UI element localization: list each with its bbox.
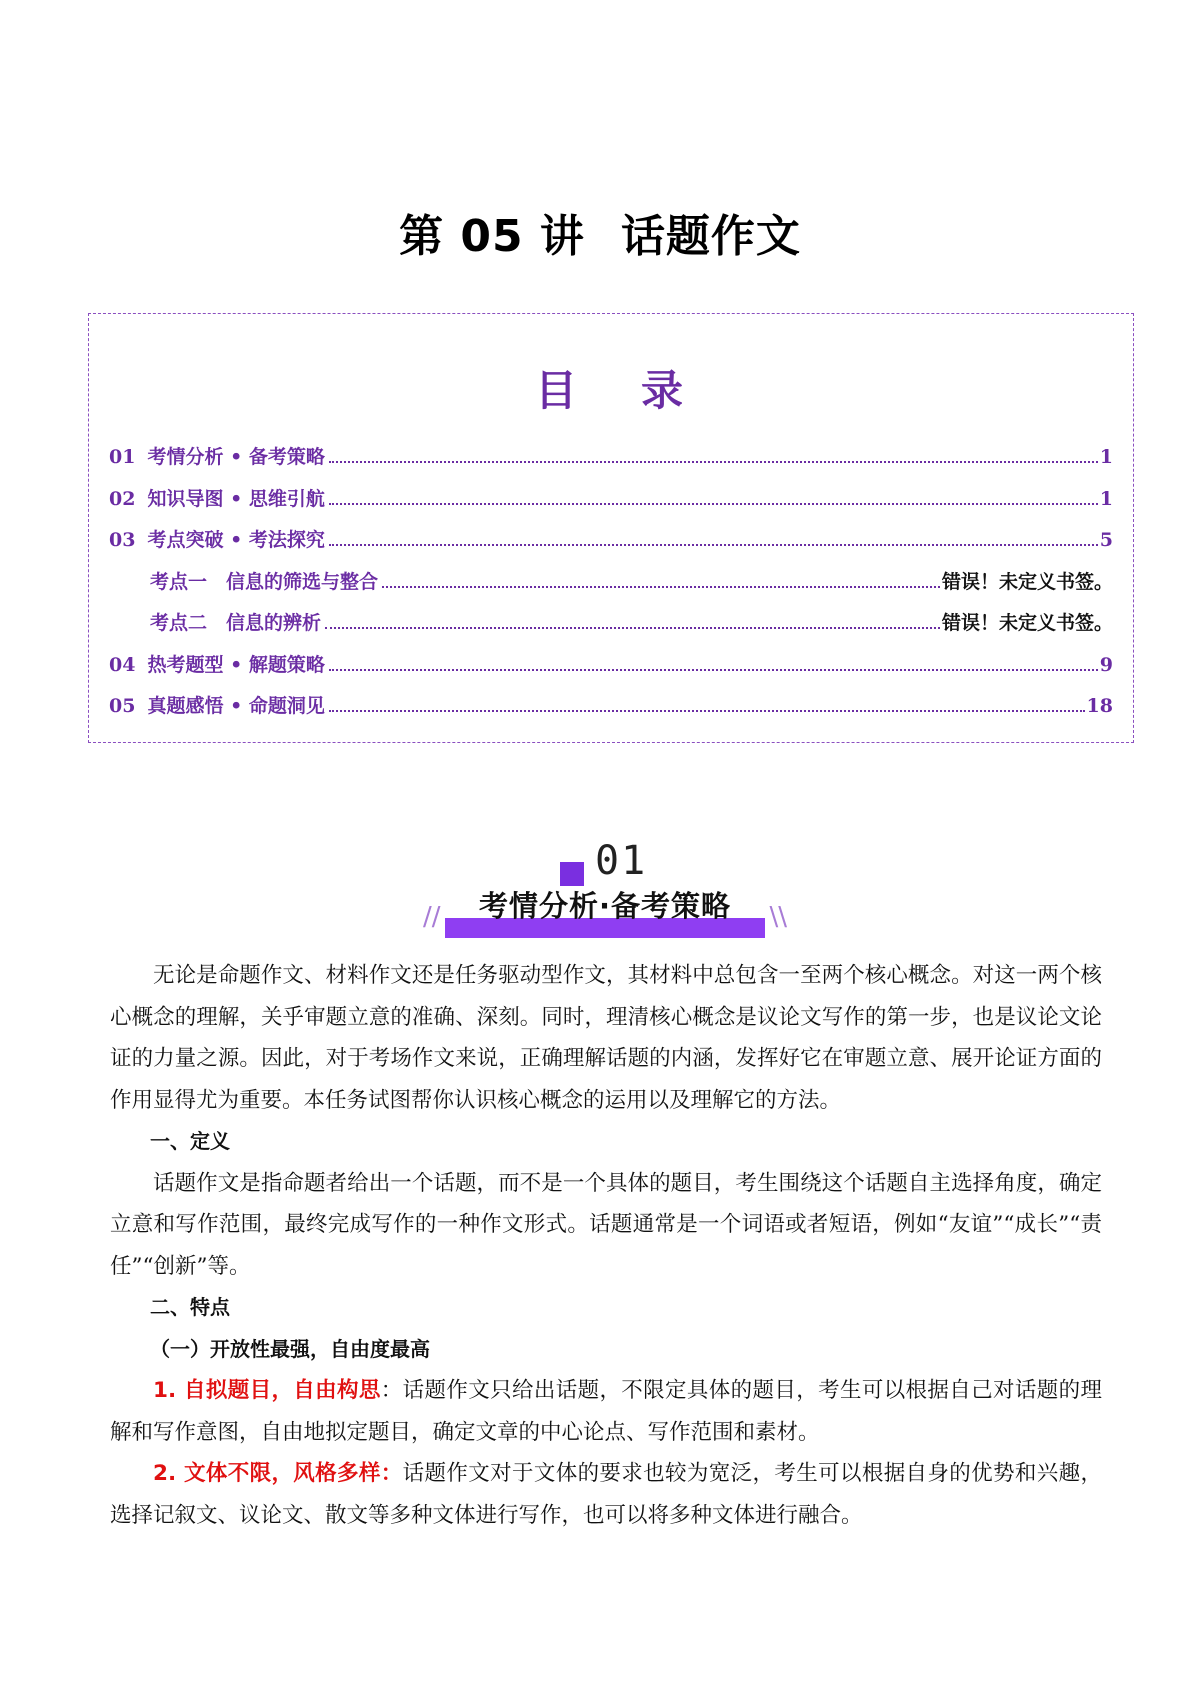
toc-entry-05[interactable]: 05 真题感悟 • 命题洞见 18 [109,691,1113,733]
toc-page-number: 1 [1099,446,1113,468]
feature-2-emphasis: 2. 文体不限，风格多样： [153,1461,403,1486]
toc-entry-01[interactable]: 01 考情分析 • 备考策略 1 [109,442,1113,484]
dot-leader [329,710,1085,712]
section-badge [425,838,785,948]
toc-subentry-1[interactable] [109,567,1113,609]
toc-heading: 目 录 [534,366,688,415]
toc-entry-label: 考点一 信息的筛选与整合 [150,570,379,593]
toc-page-number: 5 [1099,529,1113,551]
dot-leader [325,627,940,629]
toc-entry-label: 考点突破 • 考法探究 [147,529,325,551]
section-title: 考情分析·备考策略 [478,889,732,923]
feature-1-text: ：话题作文只给出话题，不限定具体的题目，考生可以根据自己对话题的理解和写作意图，自由地拟定题目，确定文章的中心论点、写作范围和素材。 [110,1378,1102,1445]
body-text [110,955,1102,1536]
toc-entry-label: 知识导图 • 思维引航 [147,487,325,510]
lecture-number: 第 05 讲 [399,211,585,262]
definition-paragraph: 话题作文是指命题者给出一个话题，而不是一个具体的题目，考生围绕这个话题自主选择角度，确定立意和写作范围，最终完成写作的一种作文形式。话题通常是一个词语或者短语，例如“友谊”“成长”“责任”“创新”等。 [110,1170,1102,1279]
section-number: 01 [595,838,648,884]
feature-paragraph-1 [110,1370,1102,1453]
toc-entry-04[interactable]: 04 热考题型 • 解题策略 9 [109,650,1113,692]
dot-leader [329,544,1098,546]
dot-leader [382,586,940,588]
toc-entry-02[interactable]: 02 知识导图 • 思维引航 1 [109,484,1113,526]
toc-page-number: 1 [1099,487,1113,510]
toc-page-error: 错误！未定义书签。 [941,570,1113,593]
document-title [0,200,1200,264]
badge-square-decoration [560,862,584,886]
subheading-openness: （一）开放性最强，自由度最高 [150,1336,430,1361]
feature-1-emphasis: 1. 自拟题目，自由构思 [153,1378,381,1403]
toc-entry-label: 热考题型 • 解题策略 [147,653,325,676]
toc-entry-03[interactable]: 03 考点突破 • 考法探究 5 [109,525,1113,567]
dot-leader [329,669,1098,671]
toc-page-error: 错误！未定义书签。 [941,612,1113,634]
heading-definition: 一、定义 [150,1129,230,1153]
toc-entry-label: 考情分析 • 备考策略 [147,446,325,468]
toc-list [109,442,1113,733]
dot-leader [329,461,1098,463]
slash-decoration-icon: // [423,902,441,932]
feature-2-text: 话题作文对于文体的要求也较为宽泛，考生可以根据自身的优势和兴趣，选择记叙文、议论文、散文等多种文体进行写作，也可以将多种文体进行融合。 [110,1461,1102,1528]
feature-paragraph-2 [110,1453,1102,1536]
intro-paragraph: 无论是命题作文、材料作文还是任务驱动型作文，其材料中总包含一至两个核心概念。对这一两个核心概念的理解，关乎审题立意的准确、深刻。同时，理清核心概念是议论文写作的第一步，也是议论文论证的力量之源。因此，对于考场作文来说，正确理解话题的内涵，发挥好它在审题立意、展开论证方面的作用显得尤为重要。本任务试图帮你认识核心概念的运用以及理解它的方法。 [110,963,1102,1113]
toc-entry-label: 考点二 信息的辨析 [150,612,322,634]
toc-page-number: 9 [1099,653,1113,676]
table-of-contents [88,313,1134,743]
toc-page-number: 18 [1086,695,1113,717]
dot-leader [329,503,1098,505]
toc-entry-label: 真题感悟 • 命题洞见 [147,695,325,717]
toc-subentry-2[interactable] [109,608,1113,650]
heading-features: 二、特点 [150,1295,230,1319]
lecture-topic: 话题作文 [620,211,801,262]
slash-decoration-icon: \\ [769,902,787,932]
